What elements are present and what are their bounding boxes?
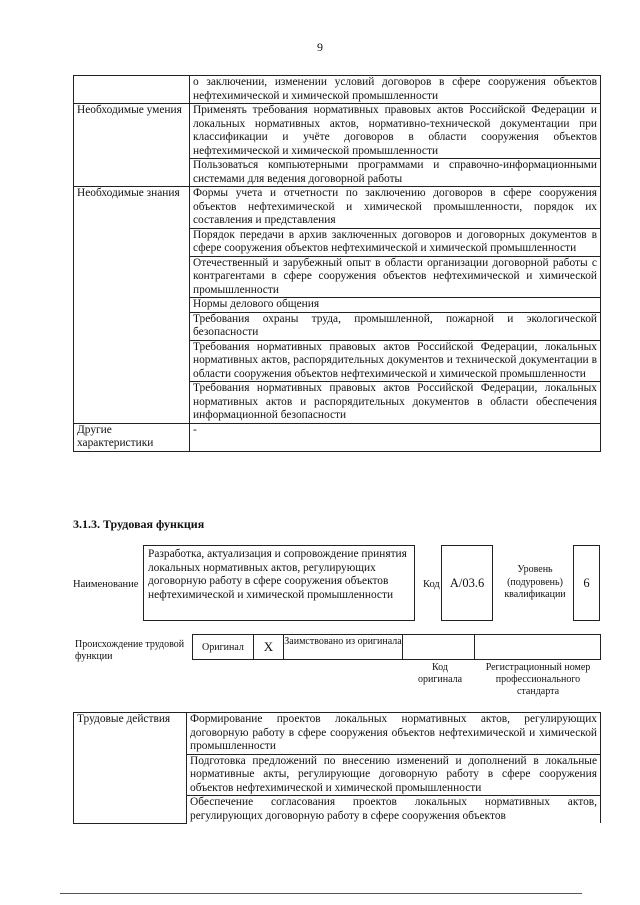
table-row [74, 76, 601, 104]
table-cell: Требования нормативных правовых актов Российской Федерации, локальных нормативных актов, распорядительных документов и технической документации в области сооружения объектов нефтехимической и химической промышленности [190, 340, 601, 382]
code-original-label: Код оригинала [417, 662, 463, 685]
function-code-box: А/03.6 [441, 545, 493, 621]
labor-actions-table [73, 712, 601, 824]
table-row [74, 423, 601, 451]
table-cell: - [190, 423, 601, 451]
table-cell: Формирование проектов локальных нормативных актов, регулирующих договорную работу в сфере сооружения объектов нефтехимической и химической промышленности [187, 713, 601, 755]
table-cell: Порядок передачи в архив заключенных договоров и договорных документов в сфере сооружения объектов нефтехимической и химической промышленности [190, 228, 601, 256]
row-label-skills: Необходимые умения [74, 104, 190, 187]
table-cell: Обеспечение согласования проектов локальных нормативных актов, регулирующих договорную работу в сфере сооружения объектов [187, 796, 601, 824]
table-cell: Отечественный и зарубежный опыт в области организации договорной работы с контрагентами в сфере сооружения объектов нефтехимической и химической промышленности [190, 256, 601, 298]
row-label-actions: Трудовые действия [74, 713, 187, 824]
table-row [74, 713, 601, 755]
page-number: 9 [317, 40, 323, 54]
function-name-box: Разработка, актуализация и сопровождение принятия локальных нормативных актов, регулирующих договорную работу в сфере сооружения объектов нефтехимической и химической промышленности [143, 545, 415, 621]
table-cell: Требования нормативных правовых актов Российской Федерации, локальных нормативных актов и распорядительных документов в области обеспечения информационной безопасности [190, 382, 601, 424]
reg-number-label: Регистрационный номер профессионального стандарта [485, 662, 591, 697]
original-label: Оригинал [202, 641, 244, 653]
row-label-knowledge: Необходимые знания [74, 187, 190, 424]
table-row [74, 187, 601, 229]
table-cell: Требования охраны труда, промышленной, пожарной и экологической безопасности [190, 312, 601, 340]
reg-number-cell [474, 634, 601, 660]
code-label: Код [423, 579, 440, 590]
table-cell: о заключении, изменении условий договоров в сфере сооружения объектов нефтехимической и химической промышленности [190, 76, 601, 104]
name-label: Наименование [73, 579, 139, 590]
table-cell: Пользоваться компьютерными программами и справочно-информационными системами для ведения договорной работы [190, 159, 601, 187]
table-row [74, 104, 601, 159]
table-cell: Формы учета и отчетности по заключению договоров в сфере сооружения объектов нефтехимической и химической промышленности, порядок их составления и представления [190, 187, 601, 229]
original-mark-cell [253, 634, 284, 660]
section-heading: 3.1.3. Трудовая функция [73, 517, 205, 531]
level-label: Уровень (подуровень) квалификации [504, 564, 566, 600]
borrowed-cell [283, 634, 403, 660]
table-cell: Применять требования нормативных правовых актов Российской Федерации и локальных нормативных актов, нормативно-технической документации при классификации и учёте договоров в области сооружения объектов нефтехимической и химической промышленности [190, 104, 601, 159]
row-label-other: Другие характеристики [74, 423, 190, 451]
qualification-level-box: 6 [573, 545, 600, 621]
skills-knowledge-table [73, 75, 601, 452]
code-original-cell [402, 634, 475, 660]
page-bottom-rule [60, 893, 582, 894]
origin-label: Происхождение трудовой функции [75, 639, 185, 662]
original-cell [192, 634, 254, 660]
borrowed-label: Заимствовано из оригинала [284, 636, 402, 647]
table-cell: Нормы делового общения [190, 298, 601, 313]
row-label [74, 76, 190, 104]
original-mark: X [263, 639, 274, 654]
table-cell: Подготовка предложений по внесению изменений и дополнений в локальные нормативные акты, регулирующие договорную работу в сфере сооружения объектов нефтехимической и химической промышленности [187, 754, 601, 796]
